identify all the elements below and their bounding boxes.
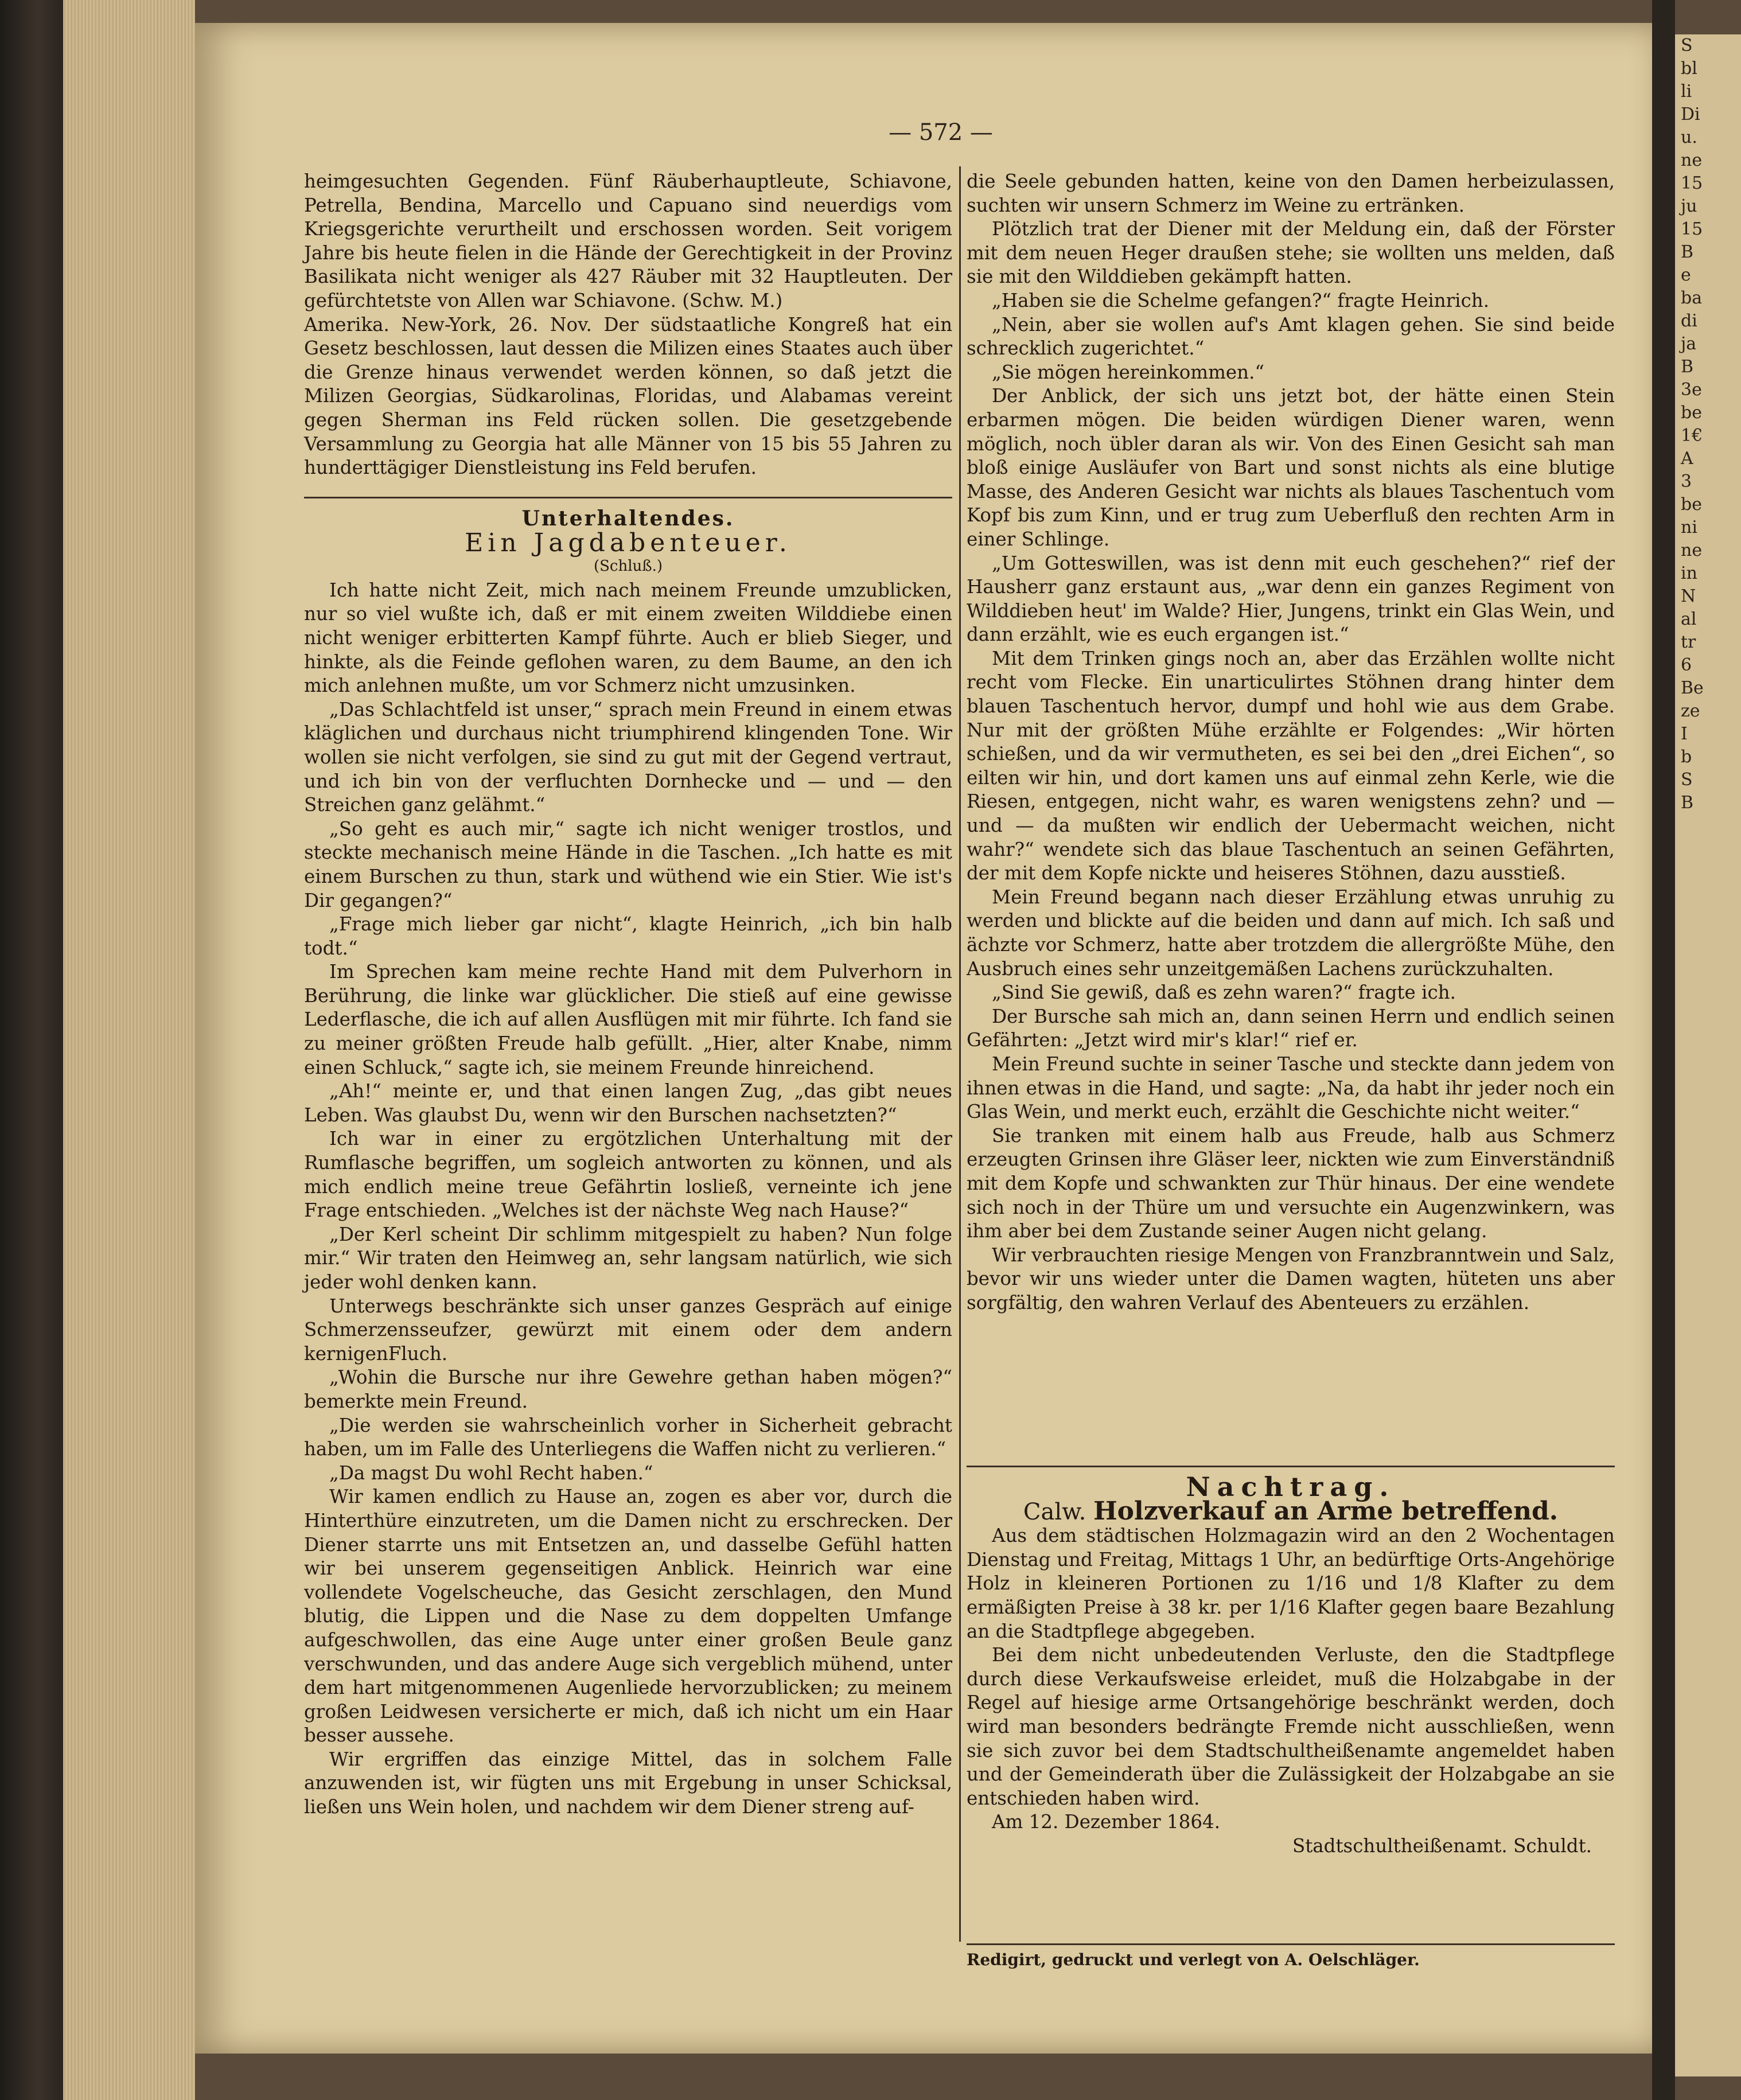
section-heading: Unterhaltendes. bbox=[521, 507, 735, 531]
next-page-fragment: 3 bbox=[1681, 472, 1692, 492]
next-page-fragment: e bbox=[1681, 265, 1691, 285]
next-page-fragment: Di bbox=[1681, 104, 1700, 124]
story-paragraph: Im Sprechen kam meine rechte Hand mit dem Pulverhorn in Berührung, die linke war glücklicher. Die stieß auf eine gewisse Lederflasche, die ich auf allen Ausflügen mit mir führte. Ich fand sie zu meiner größten Freude halb gefüllt. „Hier, alter Knabe, nimm einen Schluck,“ sagte ich, sie meinem Freunde hinreichend. bbox=[304, 961, 952, 1078]
story-paragraph: Mein Freund begann nach dieser Erzählung etwas unruhig zu werden und blickte auf die beiden und dann auf mich. Ich saß und ächzte vor Schmerz, hatte aber trotzdem die allergrößte Mühe, den Ausbruch eines sehr unzeitgemäßen Lachens zurückzuhalten. bbox=[967, 886, 1615, 980]
next-page-fragment: be bbox=[1681, 494, 1702, 515]
notice-paragraph: Aus dem städtischen Holzmagazin wird an den 2 Wochentagen Dienstag und Freitag, Mittags 1 Uhr, an bedürftige Orts-Angehörige Holz in kleineren Portionen zu 1/16 und 1/8 Klafter zu dem ermäßigten Preise à 38 kr. per 1/16 Klafter gegen baare Bezahlung an die Stadtpflege abgegeben. bbox=[967, 1525, 1615, 1642]
next-page-fragment: B bbox=[1681, 793, 1694, 813]
story-paragraph: „Frage mich lieber gar nicht“, klagte Heinrich, „ich bin halb todt.“ bbox=[304, 913, 952, 959]
next-page-fragment: in bbox=[1681, 563, 1697, 583]
next-page-fragment: tr bbox=[1681, 632, 1696, 652]
next-page-fragment: 15 bbox=[1681, 173, 1703, 193]
imprint-footer: Redigirt, gedruckt und verlegt von A. Oelschläger. bbox=[967, 1950, 1420, 1969]
story-paragraph: Ich hatte nicht Zeit, mich nach meinem Freunde umzublicken, nur so viel wußte ich, daß er mit einem zweiten Wilddiebe einen nicht weniger erbitterten Kampf führte. Auch er blieb Sieger, und hinkte, als die Feinde geflohen waren, zu dem Baume, an den ich mich anlehnen mußte, um vor Schmerz nicht umzusinken. bbox=[304, 579, 952, 697]
left-column-news bbox=[304, 170, 952, 480]
nachtrag-title: Holzverkauf an Arme betreffend. bbox=[1093, 1496, 1559, 1526]
page-gutter bbox=[1652, 0, 1675, 2100]
story-paragraph: „So geht es auch mir,“ sagte ich nicht weniger trostlos, und steckte mechanisch meine Hände in die Taschen. „Ich hatte es mit einem Burschen zu thun, stark und wüthend wie ein Stier. Wie ist's Dir gegangen?“ bbox=[304, 817, 952, 911]
story-paragraph: „Ah!“ meinte er, und that einen langen Zug, „das gibt neues Leben. Was glaubst Du, wenn wir den Burschen nachsetzten?“ bbox=[304, 1080, 952, 1126]
next-page-fragment: 1€ bbox=[1681, 426, 1703, 446]
next-page-edge bbox=[1675, 34, 1741, 2076]
story-paragraph: „Um Gotteswillen, was ist denn mit euch geschehen?“ rief der Hausherr ganz erstaunt aus, „war denn ein ganzes Regiment von Wilddieben heut' im Walde? Hier, Jungens, trinkt ein Glas Wein, und dann erzählt, wie es euch ergangen ist.“ bbox=[967, 552, 1615, 646]
left-column-story bbox=[304, 507, 952, 1820]
nachtrag-place: Calw. bbox=[1023, 1498, 1086, 1525]
book-spine bbox=[0, 0, 63, 2100]
next-page-fragment: al bbox=[1681, 609, 1697, 629]
story-paragraph: Der Anblick, der sich uns jetzt bot, der hätte einen Stein erbarmen mögen. Die beiden würdigen Diener waren, wenn möglich, noch übler daran als wir. Von des Einen Gesicht sah man bloß einige Ausläufer von Bart und sonst nichts als eine blutige Masse, des Anderen Gesicht war nichts als blaues Taschentuch vom Kopf bis zum Kinn, und er trug zum Ueberfluß den rechten Arm in einer Schlinge. bbox=[967, 385, 1615, 550]
story-paragraph: Wir kamen endlich zu Hause an, zogen es aber vor, durch die Hinterthüre einzutreten, um die Damen nicht zu erschrecken. Der Diener starrte uns mit Entsetzen an, und dasselbe Gefühl hatten wir bei unserem gegenseitigen Anblick. Heinrich war eine vollendete Vogelscheuche, das Gesicht zerschlagen, den Mund blutig, die Lippen und die Nase zu dem doppelten Umfange aufgeschwollen, das eine Auge unter einer großen Beule ganz verschwunden, und das andere Auge sich vergeblich mühend, unter dem hart mitgenommenen Augenliede hervorzublicken; zu meinem großen Leidwesen versicherte er mich, daß ich nicht um ein Haar besser aussehe. bbox=[304, 1486, 952, 1747]
next-page-fragment: S bbox=[1681, 36, 1693, 56]
story-paragraph: Der Bursche sah mich an, dann seinen Herrn und endlich seinen Gefährten: „Jetzt wird mir's klar!“ rief er. bbox=[967, 1005, 1615, 1051]
next-page-fragment: A bbox=[1681, 449, 1693, 469]
story-paragraph: „Wohin die Bursche nur ihre Gewehre gethan haben mögen?“ bemerkte mein Freund. bbox=[304, 1366, 952, 1412]
nachtrag-signature: Stadtschultheißenamt. Schuldt. bbox=[1292, 1834, 1592, 1857]
story-paragraph: Mit dem Trinken gings noch an, aber das Erzählen wollte nicht recht vom Flecke. Ein unarticulirtes Stöhnen drang hinter dem blauen Taschentuch hervor, dumpf und hohl wie aus dem Grabe. Nur mit der größten Mühe erzählte er Folgendes: „Wir hörten schießen, und da wir vermutheten, es sei bei den „drei Eichen“, so eilten wir hin, und dort kamen uns auf einmal zehn Kerle, wie die Riesen, entgegen, nicht wahr, es waren wenigstens zehn? und — und — da mußten wir endlich der Uebermacht weichen, nicht wahr?“ wendete sich das blaue Taschentuch an seinen Gefährten, der mit dem Kopfe nickte und heiseres Stöhnen, dazu ausstieß. bbox=[967, 647, 1615, 885]
story-paragraph: Wir verbrauchten riesige Mengen von Franzbranntwein und Salz, bevor wir uns wieder unter die Damen wagten, hüteten uns aber sorgfältig, den wahren Verlauf des Abenteuers zu erzählen. bbox=[967, 1244, 1615, 1314]
notice-paragraph: Bei dem nicht unbedeutenden Verluste, den die Stadtpflege durch diese Verkaufsweise erleidet, muß die Holzabgabe in der Regel auf hiesige arme Ortsangehörige beschränkt werden, doch wird man besonders bedrängte Fremde nicht ausschließen, wenn sie sich zuvor bei dem Stadtschultheißenamte angemeldet haben und der Gemeinderath über die Zulässigkeit der Holzabgabe an sie entschieden haben wird. bbox=[967, 1644, 1615, 1809]
story-note: (Schluß.) bbox=[593, 558, 663, 575]
column-divider bbox=[959, 166, 961, 1942]
next-page-fragment: be bbox=[1681, 403, 1702, 423]
next-page-fragment: u. bbox=[1681, 127, 1697, 147]
nachtrag-section bbox=[967, 1471, 1615, 1859]
story-paragraph: „Nein, aber sie wollen auf's Amt klagen gehen. Sie sind beide schrecklich zugerichtet.“ bbox=[967, 313, 1615, 360]
next-page-fragment: ba bbox=[1681, 288, 1703, 308]
story-paragraph: „Haben sie die Schelme gefangen?“ fragte Heinrich. bbox=[992, 289, 1490, 311]
next-page-fragment: ne bbox=[1681, 540, 1703, 560]
story-paragraph: „Da magst Du wohl Recht haben.“ bbox=[329, 1462, 653, 1484]
next-page-fragment: S bbox=[1681, 770, 1693, 790]
nachtrag-heading: Nachtrag. bbox=[1186, 1471, 1396, 1502]
footer-divider bbox=[967, 1943, 1615, 1945]
news-paragraph: heimgesuchten Gegenden. Fünf Räuberhauptleute, Schiavone, Petrella, Bendina, Marcello und Capuano sind neuerdigs vom Kriegsgerichte verurtheilt und erschossen worden. Seit vorigem Jahre bis heute fielen in die Hände der Gerechtigkeit in der Provinz Basilikata nicht weniger als 427 Räuber mit 32 Hauptleuten. Der gefürchtetste von Allen war Schiavone. (Schw. M.) bbox=[304, 170, 952, 311]
next-page-fragment: B bbox=[1681, 357, 1694, 377]
next-page-fragment: ne bbox=[1681, 150, 1703, 170]
story-paragraph: Mein Freund suchte in seiner Tasche und steckte dann jedem von ihnen etwas in die Hand, und sagte: „Na, da habt ihr jeder noch ein Glas Wein, und merkt euch, erzählt die Geschichte nicht weiter.“ bbox=[967, 1053, 1615, 1123]
news-paragraph: Amerika. New-York, 26. Nov. Der südstaatliche Kongreß hat ein Gesetz beschlossen, laut dessen die Milizen eines Staates auch über die Grenze hinaus verwendet werden können, so daß jetzt die Milizen Georgias, Südkarolinas, Floridas, und Alabamas vereint gegen Sherman ins Feld rücken sollen. Die gesetzgebende Versammlung zu Georgia hat alle Männer von 15 bis 55 Jahren zu hunderttägiger Dienstleistung ins Feld berufen. bbox=[304, 313, 952, 479]
section-divider bbox=[304, 497, 952, 498]
next-page-fragment: 3e bbox=[1681, 380, 1702, 400]
next-page-fragment: bl bbox=[1681, 59, 1697, 79]
story-paragraph: „Sie mögen hereinkommen.“ bbox=[992, 361, 1265, 383]
story-paragraph: Ich war in einer zu ergötzlichen Unterhaltung mit der Rumflasche begriffen, um sogleich antworten zu können, und als mich endlich meine treue Gefährtin losließ, verneinte ich jene Frage entschieden. „Welches ist der nächste Weg nach Hause?“ bbox=[304, 1128, 952, 1222]
next-page-fragment: I bbox=[1681, 724, 1688, 744]
right-column-story bbox=[967, 170, 1615, 1315]
next-page-fragment: li bbox=[1681, 81, 1692, 102]
page-edges bbox=[63, 0, 195, 2100]
next-page-fragment: ju bbox=[1681, 196, 1697, 216]
story-paragraph: Wir ergriffen das einzige Mittel, das in solchem Falle anzuwenden ist, wir fügten uns mit Ergebung in unser Schicksal, ließen uns Wein holen, und nachdem wir dem Diener streng auf- bbox=[304, 1748, 952, 1818]
page-number: — 572 — bbox=[889, 119, 993, 146]
story-title: Ein Jagdabenteuer. bbox=[465, 528, 792, 558]
nachtrag-divider bbox=[967, 1466, 1615, 1467]
next-page-fragment: ze bbox=[1681, 701, 1700, 721]
notice-paragraph: Am 12. Dezember 1864. bbox=[992, 1811, 1221, 1833]
story-paragraph: die Seele gebunden hatten, keine von den Damen herbeizulassen, suchten wir unsern Schmerz im Weine zu ertränken. bbox=[967, 170, 1615, 216]
next-page-fragment: 15 bbox=[1681, 219, 1703, 239]
next-page-fragment: di bbox=[1681, 311, 1697, 331]
nachtrag-subhead bbox=[967, 1496, 1615, 1526]
story-paragraph: Plötzlich trat der Diener mit der Meldung ein, daß der Förster mit dem neuen Heger draußen stehe; sie wollten uns melden, daß sie mit den Wilddieben gekämpft hatten. bbox=[967, 218, 1615, 288]
story-paragraph: „Der Kerl scheint Dir schlimm mitgespielt zu haben? Nun folge mir.“ Wir traten den Heimweg an, sehr langsam natürlich, wie sich jeder wohl denken kann. bbox=[304, 1223, 952, 1293]
next-page-fragment: b bbox=[1681, 747, 1692, 767]
story-paragraph: Unterwegs beschränkte sich unser ganzes Gespräch auf einige Schmerzensseufzer, gewürzt mit einem oder dem andern kernigenFluch. bbox=[304, 1295, 952, 1365]
next-page-fragment: Be bbox=[1681, 678, 1704, 698]
story-paragraph: „Sind Sie gewiß, daß es zehn waren?“ fragte ich. bbox=[992, 981, 1456, 1004]
story-paragraph: Sie tranken mit einem halb aus Freude, halb aus Schmerz erzeugten Grinsen ihre Gläser leer, nickten wie zum Einverständniß mit dem Kopfe und schwankten zur Thür hinaus. Der eine wendete sich noch in der Thüre um und versuchte ein Augenzwinkern, was ihm aber bei dem Zustande seiner Augen nicht gelang. bbox=[967, 1124, 1615, 1242]
story-paragraph: „Das Schlachtfeld ist unser,“ sprach mein Freund in einem etwas kläglichen und durchaus nicht triumphirend klingenden Tone. Wir wollen sie nicht verfolgen, sie sind zu gut mit der Gegend vertraut, und ich bin von der verfluchten Dornhecke und — und — den Streichen ganz gelähmt.“ bbox=[304, 698, 952, 816]
next-page-fragment: B bbox=[1681, 242, 1694, 262]
nachtrag-text bbox=[967, 1524, 1615, 1834]
next-page-fragment: ja bbox=[1681, 334, 1697, 354]
next-page-fragment: ni bbox=[1681, 517, 1697, 537]
next-page-fragment: N bbox=[1681, 586, 1696, 606]
story-text-left bbox=[304, 579, 952, 1820]
story-paragraph: „Die werden sie wahrscheinlich vorher in Sicherheit gebracht haben, um im Falle des Unterliegens die Waffen nicht zu verlieren.“ bbox=[304, 1414, 952, 1460]
next-page-fragment: 6 bbox=[1681, 655, 1692, 675]
